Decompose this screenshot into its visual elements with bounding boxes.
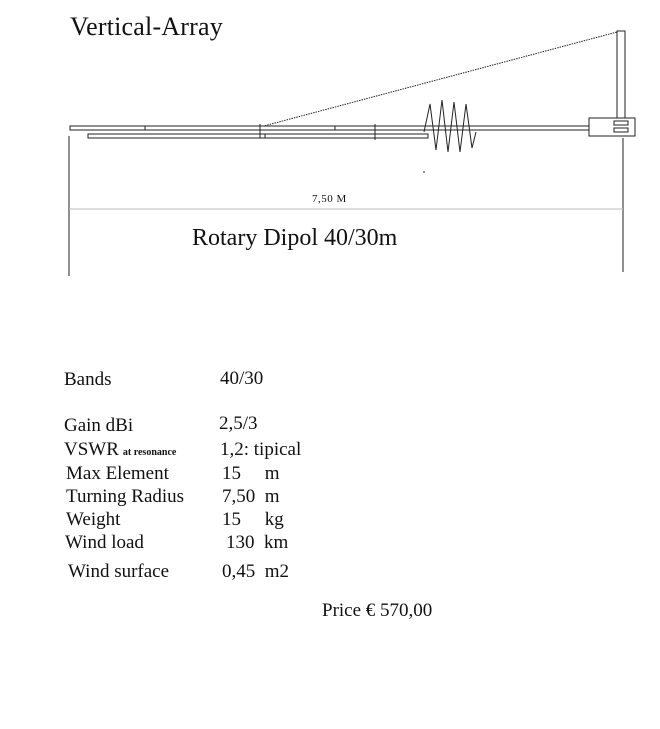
spec-label-gain: Gain dBi [64,415,134,436]
spec-label-bands: Bands [64,369,112,390]
spec-value-vswr: 1,2: tipical [220,439,302,460]
spec-value-wind-surface: 0,45 m2 [222,561,290,582]
brand-title: Vertical-Array [70,12,223,41]
spec-label-weight: Weight [66,509,121,530]
spec-value-max-element: 15 m [222,463,280,484]
spec-value-bands: 40/30 [220,368,264,389]
spec-label-turning-radius: Turning Radius [66,486,185,507]
spec-sublabel-vswr: at resonance [122,447,177,458]
spec-label-vswr: VSWR at resonance [64,439,177,460]
dimension-label: 7,50 M [312,193,347,205]
spec-value-gain: 2,5/3 [219,413,258,434]
model-title: Rotary Dipol 40/30m [192,225,398,251]
spec-label-max-element: Max Element [66,463,169,484]
spec-label-wind-load: Wind load [65,532,144,553]
spec-value-turning-radius: 7,50 m [222,486,280,507]
price-label: Price € 570,00 [322,600,433,621]
spec-value-weight: 15 kg [222,509,284,530]
spec-value-wind-load: 130 km [226,532,289,553]
spec-label-wind-surface: Wind surface [68,561,170,582]
